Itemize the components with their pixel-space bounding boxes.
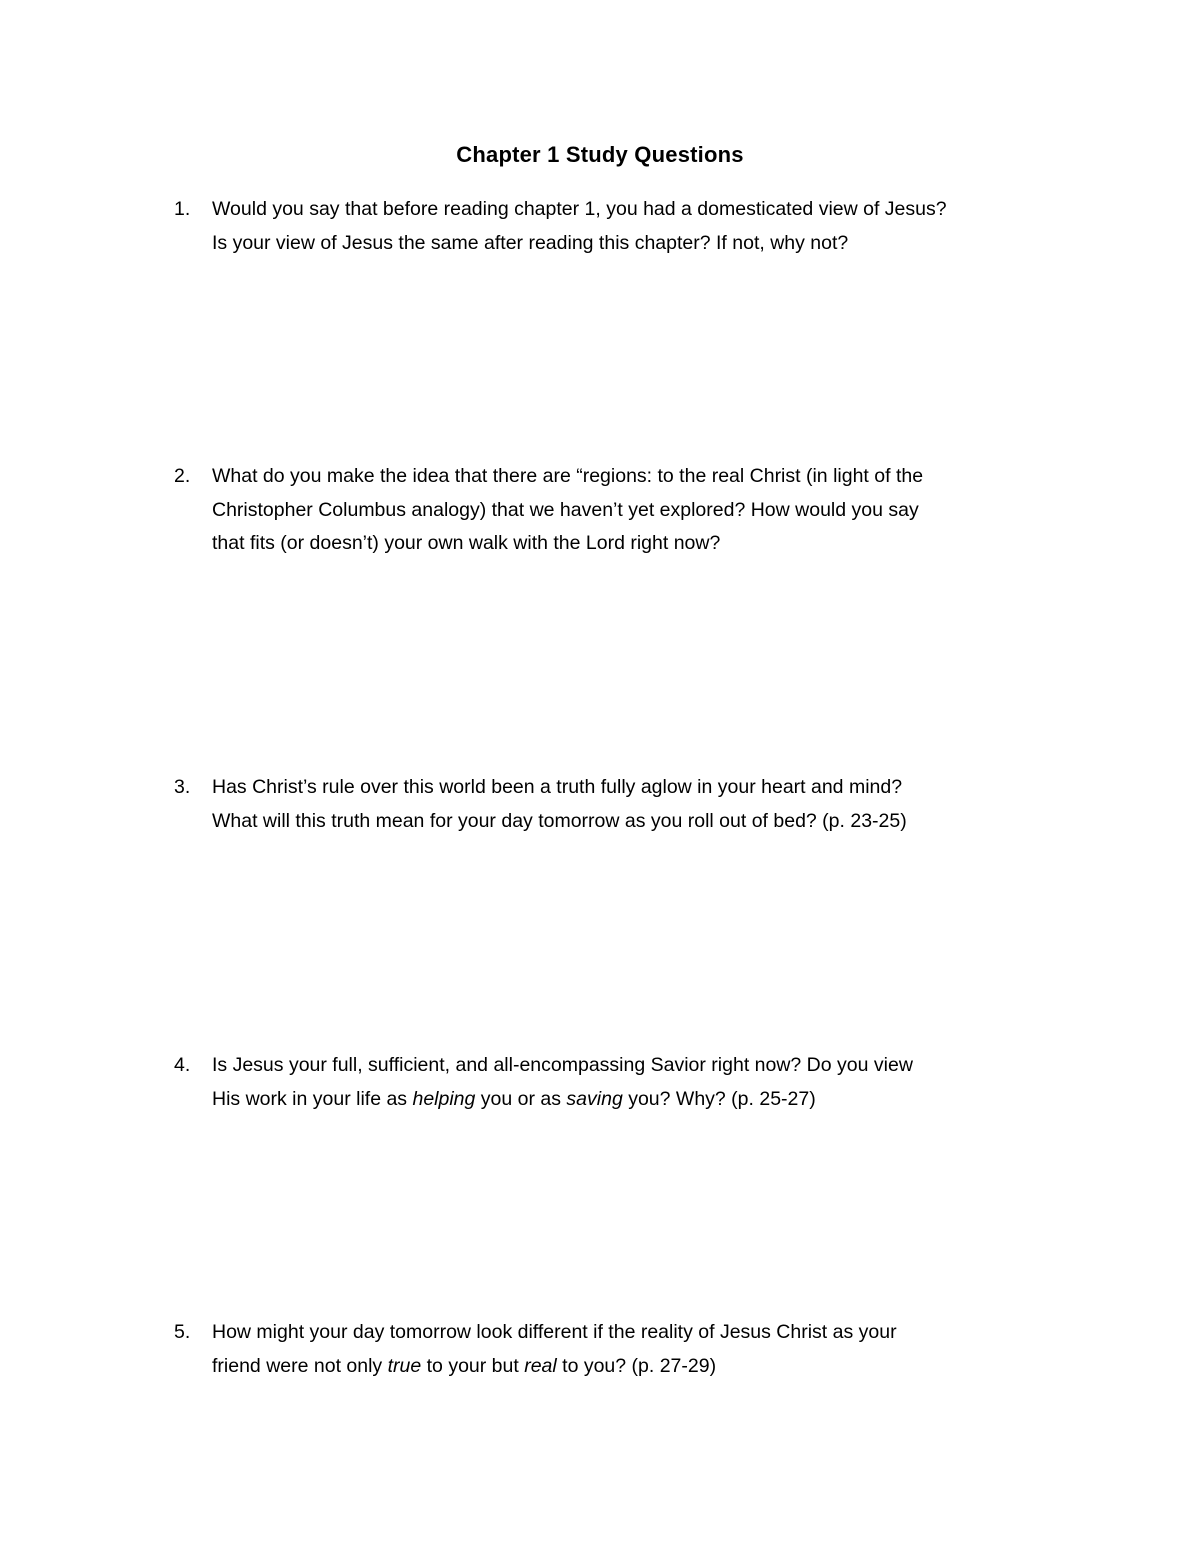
question-line: that fits (or doesn’t) your own walk with the Lord right now? bbox=[212, 532, 721, 554]
question-text bbox=[212, 460, 1074, 561]
text-segment: to your but bbox=[421, 1354, 525, 1377]
text-segment: you or as bbox=[475, 1087, 567, 1110]
emphasis-text: real bbox=[524, 1354, 557, 1377]
question-item bbox=[174, 460, 1074, 561]
question-number: 4. bbox=[174, 1054, 191, 1076]
emphasis-text: true bbox=[387, 1354, 422, 1377]
question-text bbox=[212, 193, 1074, 260]
emphasis-text: saving bbox=[566, 1087, 623, 1110]
question-line: Christopher Columbus analogy) that we haven’t yet explored? How would you say bbox=[212, 498, 919, 521]
question-number: 3. bbox=[174, 776, 191, 798]
question-text bbox=[212, 771, 1074, 838]
question-line bbox=[212, 1350, 1074, 1384]
question-line: Is your view of Jesus the same after reading this chapter? If not, why not? bbox=[212, 231, 849, 254]
question-number: 5. bbox=[174, 1321, 191, 1343]
text-segment: you? Why? (p. 25-27) bbox=[622, 1087, 816, 1110]
emphasis-text: helping bbox=[412, 1087, 476, 1110]
question-number: 1. bbox=[174, 198, 191, 220]
question-line: Would you say that before reading chapter 1, you had a domesticated view of Jesus? bbox=[212, 198, 947, 220]
text-segment: friend were not only bbox=[212, 1354, 388, 1377]
question-text bbox=[212, 1049, 1074, 1116]
question-item bbox=[174, 193, 1074, 260]
question-item bbox=[174, 771, 1074, 838]
question-line: How might your day tomorrow look different if the reality of Jesus Christ as your bbox=[212, 1321, 897, 1343]
question-line: Is Jesus your full, sufficient, and all-encompassing Savior right now? Do you view bbox=[212, 1054, 913, 1076]
question-item bbox=[174, 1316, 1074, 1383]
question-line bbox=[212, 1083, 1074, 1117]
question-line: What will this truth mean for your day tomorrow as you roll out of bed? (p. 23-25) bbox=[212, 809, 907, 832]
text-segment: His work in your life as bbox=[212, 1087, 413, 1110]
page-title: Chapter 1 Study Questions bbox=[456, 142, 744, 167]
question-text bbox=[212, 1316, 1074, 1383]
question-number: 2. bbox=[174, 465, 191, 487]
question-line: What do you make the idea that there are “regions: to the real Christ (in light of the bbox=[212, 465, 924, 487]
text-segment: to you? (p. 27-29) bbox=[556, 1354, 717, 1377]
question-item bbox=[174, 1049, 1074, 1116]
question-line: Has Christ’s rule over this world been a truth fully aglow in your heart and mind? bbox=[212, 776, 903, 798]
